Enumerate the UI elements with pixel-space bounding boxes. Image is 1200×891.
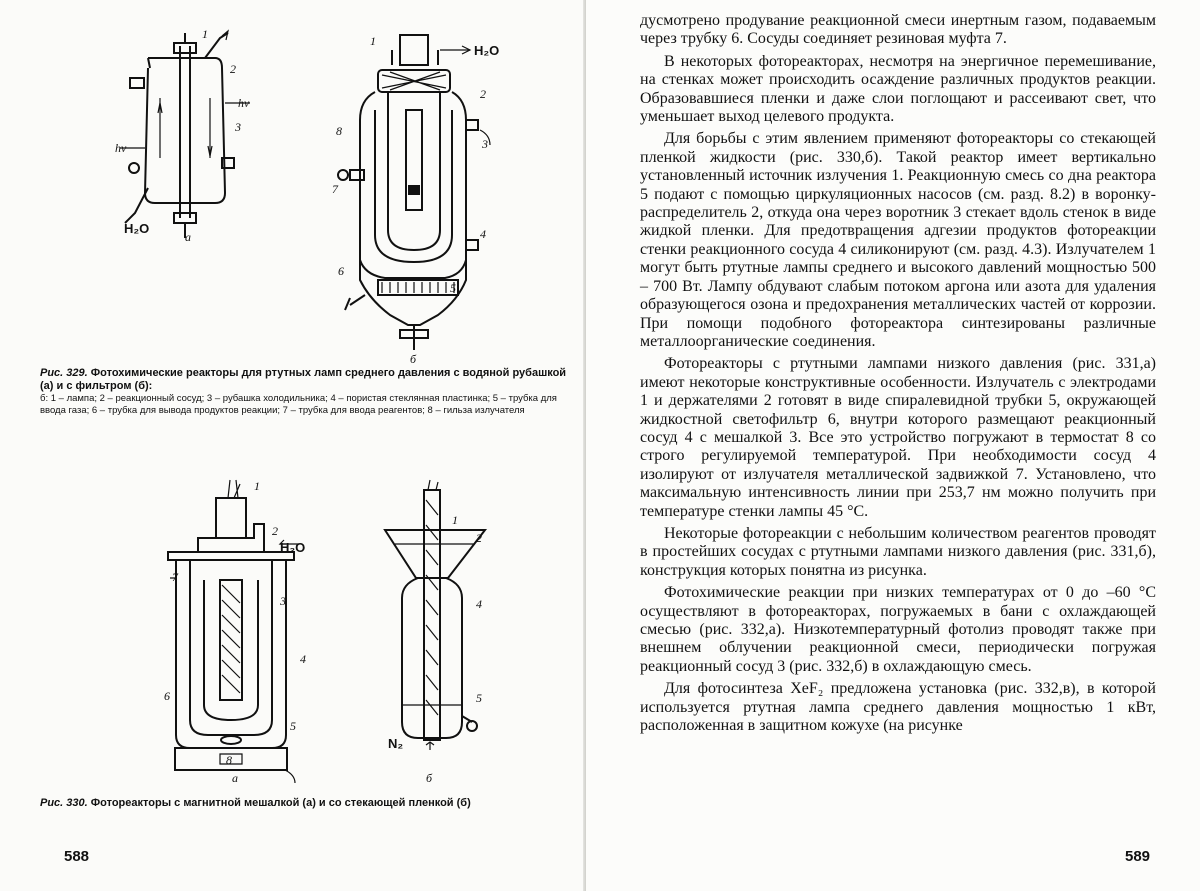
right-page-body [640, 12, 1156, 739]
figure-330a [150, 480, 330, 785]
fig329b-label-3: 3 [482, 137, 488, 151]
paragraph-2: В некоторых фотореакторах, несмотря на энергичное перемешивание, на стенках может происходить осаждение различных продуктов реакции. Образовавшиеся пленки и даже слои поглощают и рассеивают свет, что уменьшает выход целевого продукта. [640, 52, 1156, 126]
fig330a-label-8: 8 [226, 753, 232, 767]
fig329b-label-4: 4 [480, 227, 486, 241]
fig329a-label-1: 1 [202, 27, 208, 41]
fig329b-label-2: 2 [480, 87, 486, 101]
fig329b-sublabel: б [410, 352, 417, 366]
fig330a-label-3: 3 [280, 594, 286, 608]
page-number-right: 589 [1125, 848, 1151, 865]
fig330a-label-1: 1 [254, 479, 260, 493]
paragraph-6: Фотохимические реакции при низких температурах от 0 до –60 °С осуществляют в фотореакторах, погружаемых в бани с охлаждающей смесью (рис. 332,а). Низкотемпературный фотолиз проводят также при внешнем облучении реакционной смеси, периодически погружая реакционный сосуд 3 (рис. 332,б) в охлаждающую смесь. [640, 584, 1156, 675]
fig329b-label-5: 5 [450, 281, 456, 295]
fig329-caption-title: Рис. 329. [40, 367, 88, 379]
fig330-caption-text: Фотореакторы с магнитной мешалкой (а) и со стекающей пленкой (б) [87, 797, 471, 809]
fig330b-label-2: 2 [476, 531, 482, 545]
figure-329b [330, 30, 510, 365]
fig329b-label-h2o: H₂O [474, 43, 500, 58]
fig330a-sublabel: а [232, 771, 238, 785]
fig329b-label-7: 7 [332, 182, 338, 196]
figure-330b [380, 480, 510, 785]
fig330a-label-5: 5 [290, 719, 296, 733]
fig330b-label-n2: N₂ [388, 736, 404, 751]
figure-329-caption [40, 367, 580, 417]
fig329a-label-3: 3 [235, 120, 241, 134]
fig330b-label-1: 1 [452, 513, 458, 527]
fig329b-label-6: 6 [338, 264, 344, 278]
fig330a-label-7: 7 [172, 570, 178, 584]
fig330a-label-h2o: H₂O [280, 540, 306, 555]
fig330a-label-6: 6 [164, 689, 170, 703]
fig329a-label-h2o: H₂O [124, 221, 150, 236]
fig330b-label-5: 5 [476, 691, 482, 705]
fig330b-sublabel: б [426, 771, 433, 785]
fig329-caption-desc: б: 1 – лампа; 2 – реакционный сосуд; 3 – рубашка холодильника; 4 – пористая стеклянная пластинка; 5 – трубка для ввода газа; 6 – трубка для вывода продуктов реакции; 7 – трубка для ввода реагентов; 8 – гильза излучателя [40, 393, 557, 416]
fig330a-label-4: 4 [300, 652, 306, 666]
fig329-caption-text: Фотохимические реакторы для ртутных ламп среднего давления с водяной рубашкой (а) и с фильтром (б): [40, 367, 567, 392]
fig329a-label-2: 2 [230, 62, 236, 76]
fig329b-label-8: 8 [336, 124, 342, 138]
figure-330-caption [40, 797, 580, 810]
paragraph-5: Некоторые фотореакции с небольшим количеством реагентов проводят в простейших сосудах с ртутными лампами низкого давления (рис. 331,б), конструкция которых понятна из рисунка. [640, 524, 1156, 579]
page-number-left: 588 [64, 848, 90, 865]
fig329a-label-hv-right: hν [238, 96, 250, 110]
fig329b-label-1: 1 [370, 34, 376, 48]
fig330a-label-2: 2 [272, 524, 278, 538]
paragraph-1: дусмотрено продувание реакционной смеси инертным газом, подаваемым через трубку 6. Сосуды соединяет резиновая муфта 7. [640, 12, 1156, 48]
fig330-caption-title: Рис. 330. [40, 797, 88, 809]
left-page [0, 0, 586, 891]
fig329a-label-hv-left: hν [115, 141, 127, 155]
paragraph-7: Для фотосинтеза XeF₂ предложена установка (рис. 332,в), в которой используется ртутная лампа среднего давления мощностью 1 кВт, расположенная в защитном кожухе (на рисунке [640, 680, 1156, 735]
paragraph-3: Для борьбы с этим явлением применяют фотореакторы со стекающей пленкой жидкости (рис. 330,б). Такой реактор имеет вертикально установленный источник излучения 1. Реакционную смесь со дна реактора 5 подают с помощью циркуляционных насосов (см. разд. 8.2) в воронку-распределитель 2, откуда она через воротник 3 стекает вдоль стенок в виде жидкой пленки. Для предотвращения адгезии продуктов фотореакции стенки реакционного сосуда 4 силиконируют (см. разд. 4.3). Излучателем 1 могут быть ртутные лампы среднего и высокого давлений мощностью 500 – 700 Вт. Лампу обдувают слабым потоком аргона или азота для удаления образующегося озона и предохранения металлических частей от коррозии. При помощи подобного фотореактора синтезированы различные металлоорганические соединения. [640, 130, 1156, 350]
figure-329a [110, 28, 270, 258]
fig329a-sublabel: а [185, 230, 191, 244]
paragraph-4: Фотореакторы с ртутными лампами низкого давления (рис. 331,а) имеют некоторые конструктивные особенности. Излучатель с электродами 1 и держателями 2 готовят в виде спиралевидной трубки 5, окружающей жидкостной светофильтр 6, внутри которого размещают реакционный сосуд 4 с мешалкой 3. Все это устройство погружают в термостат 8 со строго регулируемой температурой. При необходимости сосуд 4 изолируют от излучателя металлической задвижкой 7. Установлено, что максимальную интенсивность линии при 253,7 нм можно получить при температуре стенки лампы 45 °С. [640, 355, 1156, 520]
fig330b-label-4: 4 [476, 597, 482, 611]
